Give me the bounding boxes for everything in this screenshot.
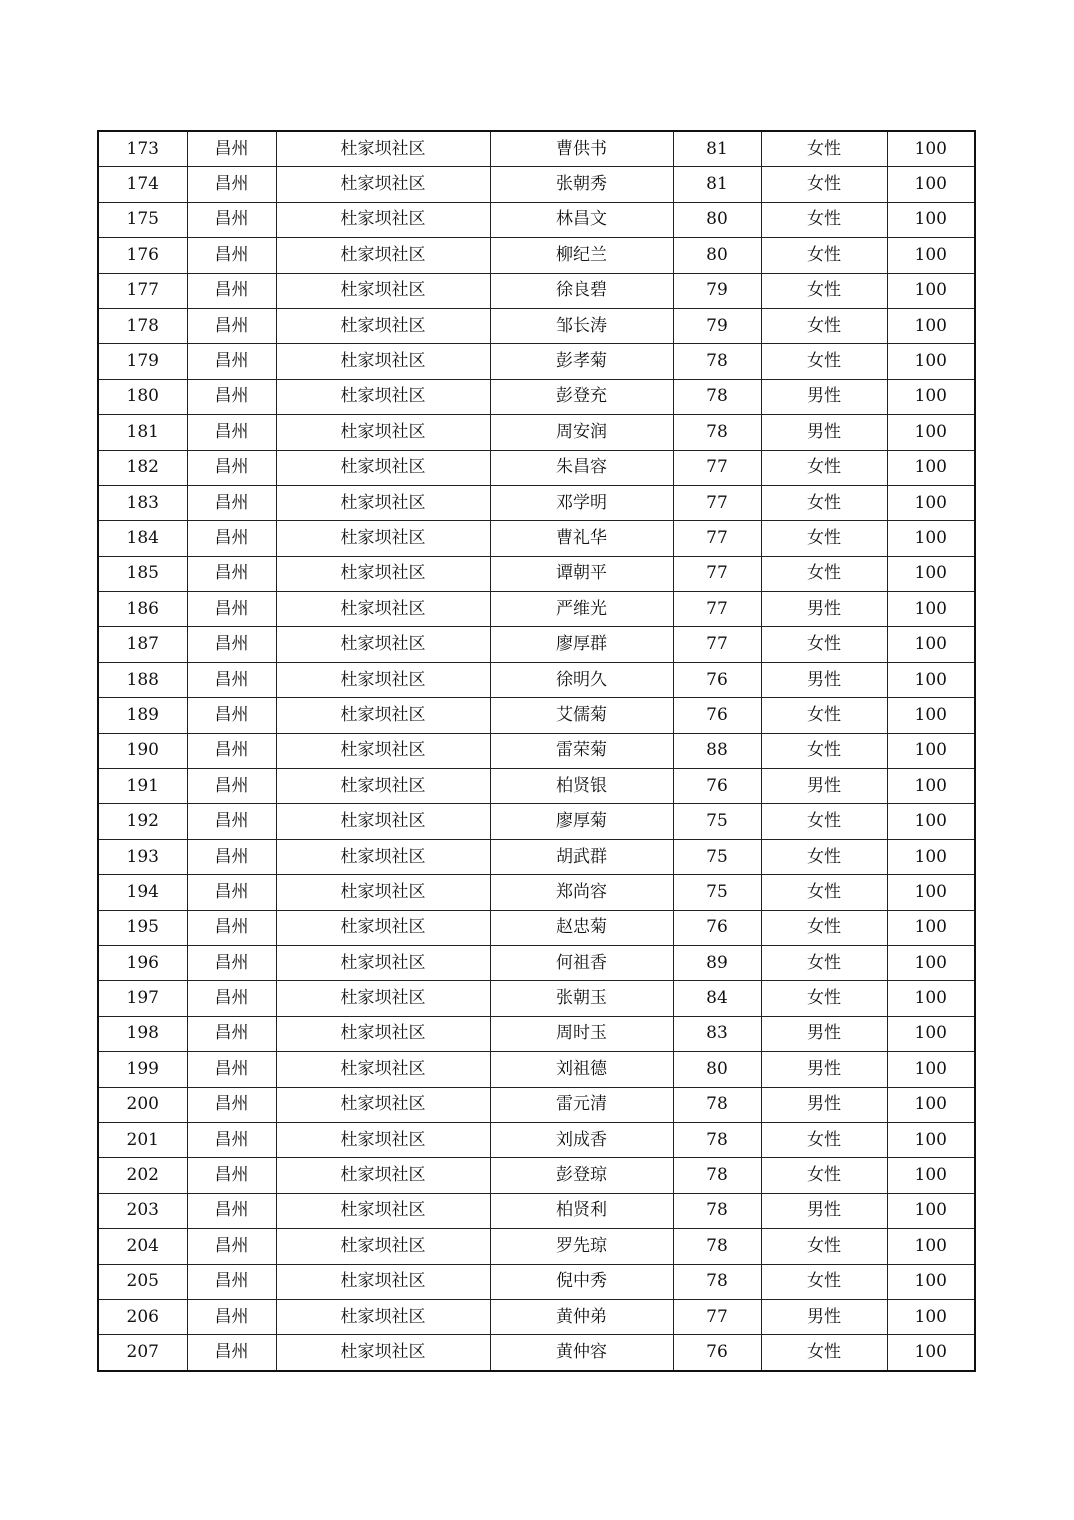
age-cell: 79 — [673, 308, 761, 343]
name-cell: 刘成香 — [490, 1122, 673, 1157]
community-cell: 杜家坝社区 — [276, 733, 490, 768]
community-cell: 杜家坝社区 — [276, 379, 490, 414]
community-cell: 杜家坝社区 — [276, 1016, 490, 1051]
gender-cell: 女性 — [761, 521, 887, 556]
name-cell: 徐良碧 — [490, 273, 673, 308]
amount-cell: 100 — [887, 521, 975, 556]
amount-cell: 100 — [887, 1229, 975, 1264]
amount-cell: 100 — [887, 1052, 975, 1087]
row-number-cell: 183 — [98, 485, 187, 520]
row-number-cell: 184 — [98, 521, 187, 556]
community-cell: 杜家坝社区 — [276, 273, 490, 308]
table-row — [98, 1016, 975, 1051]
table-row — [98, 415, 975, 450]
table-row — [98, 627, 975, 662]
gender-cell: 男性 — [761, 592, 887, 627]
gender-cell: 女性 — [761, 875, 887, 910]
gender-cell: 女性 — [761, 308, 887, 343]
table-row — [98, 1158, 975, 1193]
name-cell: 徐明久 — [490, 662, 673, 697]
town-cell: 昌州 — [187, 1229, 276, 1264]
age-cell: 77 — [673, 450, 761, 485]
gender-cell: 女性 — [761, 698, 887, 733]
row-number-cell: 174 — [98, 167, 187, 202]
name-cell: 柳纪兰 — [490, 238, 673, 273]
community-cell: 杜家坝社区 — [276, 485, 490, 520]
table-row — [98, 910, 975, 945]
town-cell: 昌州 — [187, 344, 276, 379]
community-cell: 杜家坝社区 — [276, 1193, 490, 1228]
row-number-cell: 190 — [98, 733, 187, 768]
name-cell: 何祖香 — [490, 945, 673, 980]
name-cell: 胡武群 — [490, 839, 673, 874]
table-row — [98, 379, 975, 414]
amount-cell: 100 — [887, 1016, 975, 1051]
table-row — [98, 202, 975, 237]
community-cell: 杜家坝社区 — [276, 839, 490, 874]
town-cell: 昌州 — [187, 981, 276, 1016]
age-cell: 80 — [673, 238, 761, 273]
town-cell: 昌州 — [187, 556, 276, 591]
community-cell: 杜家坝社区 — [276, 1299, 490, 1334]
name-cell: 彭孝菊 — [490, 344, 673, 379]
table-row — [98, 981, 975, 1016]
amount-cell: 100 — [887, 627, 975, 662]
table-row — [98, 875, 975, 910]
community-cell: 杜家坝社区 — [276, 415, 490, 450]
name-cell: 雷元清 — [490, 1087, 673, 1122]
age-cell: 77 — [673, 627, 761, 662]
age-cell: 83 — [673, 1016, 761, 1051]
age-cell: 78 — [673, 1229, 761, 1264]
amount-cell: 100 — [887, 804, 975, 839]
community-cell: 杜家坝社区 — [276, 238, 490, 273]
town-cell: 昌州 — [187, 804, 276, 839]
amount-cell: 100 — [887, 945, 975, 980]
gender-cell: 女性 — [761, 131, 887, 167]
name-cell: 周时玉 — [490, 1016, 673, 1051]
amount-cell: 100 — [887, 556, 975, 591]
community-cell: 杜家坝社区 — [276, 662, 490, 697]
row-number-cell: 180 — [98, 379, 187, 414]
roster-table-body — [98, 131, 975, 1371]
row-number-cell: 189 — [98, 698, 187, 733]
amount-cell: 100 — [887, 1193, 975, 1228]
table-row — [98, 485, 975, 520]
name-cell: 曹供书 — [490, 131, 673, 167]
row-number-cell: 195 — [98, 910, 187, 945]
town-cell: 昌州 — [187, 308, 276, 343]
age-cell: 84 — [673, 981, 761, 1016]
row-number-cell: 203 — [98, 1193, 187, 1228]
row-number-cell: 201 — [98, 1122, 187, 1157]
table-row — [98, 1193, 975, 1228]
town-cell: 昌州 — [187, 450, 276, 485]
gender-cell: 女性 — [761, 1158, 887, 1193]
age-cell: 77 — [673, 521, 761, 556]
table-row — [98, 1299, 975, 1334]
age-cell: 76 — [673, 910, 761, 945]
amount-cell: 100 — [887, 839, 975, 874]
age-cell: 81 — [673, 167, 761, 202]
gender-cell: 男性 — [761, 1052, 887, 1087]
row-number-cell: 185 — [98, 556, 187, 591]
community-cell: 杜家坝社区 — [276, 1087, 490, 1122]
table-row — [98, 450, 975, 485]
community-cell: 杜家坝社区 — [276, 344, 490, 379]
age-cell: 78 — [673, 415, 761, 450]
row-number-cell: 192 — [98, 804, 187, 839]
name-cell: 朱昌容 — [490, 450, 673, 485]
town-cell: 昌州 — [187, 733, 276, 768]
table-row — [98, 945, 975, 980]
name-cell: 刘祖德 — [490, 1052, 673, 1087]
table-row — [98, 698, 975, 733]
age-cell: 75 — [673, 875, 761, 910]
name-cell: 廖厚菊 — [490, 804, 673, 839]
row-number-cell: 205 — [98, 1264, 187, 1299]
community-cell: 杜家坝社区 — [276, 627, 490, 662]
name-cell: 倪中秀 — [490, 1264, 673, 1299]
town-cell: 昌州 — [187, 627, 276, 662]
age-cell: 77 — [673, 556, 761, 591]
name-cell: 艾儒菊 — [490, 698, 673, 733]
name-cell: 周安润 — [490, 415, 673, 450]
row-number-cell: 198 — [98, 1016, 187, 1051]
town-cell: 昌州 — [187, 839, 276, 874]
name-cell: 黄仲弟 — [490, 1299, 673, 1334]
name-cell: 邓学明 — [490, 485, 673, 520]
table-row — [98, 1122, 975, 1157]
amount-cell: 100 — [887, 769, 975, 804]
town-cell: 昌州 — [187, 485, 276, 520]
town-cell: 昌州 — [187, 238, 276, 273]
gender-cell: 女性 — [761, 804, 887, 839]
name-cell: 柏贤利 — [490, 1193, 673, 1228]
community-cell: 杜家坝社区 — [276, 769, 490, 804]
amount-cell: 100 — [887, 202, 975, 237]
town-cell: 昌州 — [187, 592, 276, 627]
table-row — [98, 733, 975, 768]
town-cell: 昌州 — [187, 131, 276, 167]
town-cell: 昌州 — [187, 1016, 276, 1051]
community-cell: 杜家坝社区 — [276, 945, 490, 980]
gender-cell: 女性 — [761, 344, 887, 379]
town-cell: 昌州 — [187, 1158, 276, 1193]
age-cell: 81 — [673, 131, 761, 167]
table-row — [98, 662, 975, 697]
town-cell: 昌州 — [187, 167, 276, 202]
amount-cell: 100 — [887, 910, 975, 945]
gender-cell: 女性 — [761, 627, 887, 662]
table-row — [98, 556, 975, 591]
amount-cell: 100 — [887, 733, 975, 768]
table-row — [98, 769, 975, 804]
age-cell: 78 — [673, 1087, 761, 1122]
age-cell: 79 — [673, 273, 761, 308]
amount-cell: 100 — [887, 308, 975, 343]
name-cell: 邹长涛 — [490, 308, 673, 343]
town-cell: 昌州 — [187, 379, 276, 414]
name-cell: 柏贤银 — [490, 769, 673, 804]
row-number-cell: 196 — [98, 945, 187, 980]
amount-cell: 100 — [887, 1335, 975, 1371]
row-number-cell: 182 — [98, 450, 187, 485]
age-cell: 78 — [673, 379, 761, 414]
row-number-cell: 206 — [98, 1299, 187, 1334]
town-cell: 昌州 — [187, 273, 276, 308]
gender-cell: 男性 — [761, 769, 887, 804]
town-cell: 昌州 — [187, 662, 276, 697]
town-cell: 昌州 — [187, 1087, 276, 1122]
table-row — [98, 344, 975, 379]
community-cell: 杜家坝社区 — [276, 981, 490, 1016]
town-cell: 昌州 — [187, 1335, 276, 1371]
row-number-cell: 197 — [98, 981, 187, 1016]
amount-cell: 100 — [887, 875, 975, 910]
name-cell: 林昌文 — [490, 202, 673, 237]
row-number-cell: 173 — [98, 131, 187, 167]
row-number-cell: 200 — [98, 1087, 187, 1122]
name-cell: 曹礼华 — [490, 521, 673, 556]
row-number-cell: 181 — [98, 415, 187, 450]
amount-cell: 100 — [887, 485, 975, 520]
amount-cell: 100 — [887, 344, 975, 379]
name-cell: 张朝秀 — [490, 167, 673, 202]
amount-cell: 100 — [887, 450, 975, 485]
row-number-cell: 207 — [98, 1335, 187, 1371]
amount-cell: 100 — [887, 415, 975, 450]
age-cell: 80 — [673, 202, 761, 237]
age-cell: 78 — [673, 1193, 761, 1228]
gender-cell: 女性 — [761, 556, 887, 591]
amount-cell: 100 — [887, 1087, 975, 1122]
amount-cell: 100 — [887, 1122, 975, 1157]
table-row — [98, 592, 975, 627]
town-cell: 昌州 — [187, 1052, 276, 1087]
gender-cell: 女性 — [761, 450, 887, 485]
age-cell: 78 — [673, 1122, 761, 1157]
table-row — [98, 131, 975, 167]
age-cell: 77 — [673, 592, 761, 627]
amount-cell: 100 — [887, 273, 975, 308]
town-cell: 昌州 — [187, 1193, 276, 1228]
community-cell: 杜家坝社区 — [276, 592, 490, 627]
amount-cell: 100 — [887, 131, 975, 167]
town-cell: 昌州 — [187, 202, 276, 237]
town-cell: 昌州 — [187, 910, 276, 945]
gender-cell: 男性 — [761, 662, 887, 697]
age-cell: 78 — [673, 1158, 761, 1193]
roster-table — [97, 130, 976, 1372]
name-cell: 严维光 — [490, 592, 673, 627]
table-row — [98, 521, 975, 556]
gender-cell: 男性 — [761, 1193, 887, 1228]
town-cell: 昌州 — [187, 875, 276, 910]
name-cell: 彭登琼 — [490, 1158, 673, 1193]
gender-cell: 男性 — [761, 1016, 887, 1051]
row-number-cell: 191 — [98, 769, 187, 804]
gender-cell: 女性 — [761, 981, 887, 1016]
name-cell: 雷荣菊 — [490, 733, 673, 768]
name-cell: 郑尚容 — [490, 875, 673, 910]
table-row — [98, 167, 975, 202]
community-cell: 杜家坝社区 — [276, 202, 490, 237]
amount-cell: 100 — [887, 698, 975, 733]
table-row — [98, 308, 975, 343]
community-cell: 杜家坝社区 — [276, 875, 490, 910]
row-number-cell: 202 — [98, 1158, 187, 1193]
name-cell: 罗先琼 — [490, 1229, 673, 1264]
community-cell: 杜家坝社区 — [276, 1335, 490, 1371]
community-cell: 杜家坝社区 — [276, 131, 490, 167]
row-number-cell: 187 — [98, 627, 187, 662]
table-row — [98, 1264, 975, 1299]
age-cell: 76 — [673, 698, 761, 733]
gender-cell: 女性 — [761, 238, 887, 273]
table-row — [98, 839, 975, 874]
row-number-cell: 176 — [98, 238, 187, 273]
gender-cell: 男性 — [761, 1087, 887, 1122]
amount-cell: 100 — [887, 1299, 975, 1334]
gender-cell: 女性 — [761, 1264, 887, 1299]
name-cell: 赵忠菊 — [490, 910, 673, 945]
gender-cell: 女性 — [761, 202, 887, 237]
community-cell: 杜家坝社区 — [276, 1122, 490, 1157]
town-cell: 昌州 — [187, 521, 276, 556]
community-cell: 杜家坝社区 — [276, 167, 490, 202]
row-number-cell: 178 — [98, 308, 187, 343]
age-cell: 75 — [673, 804, 761, 839]
row-number-cell: 175 — [98, 202, 187, 237]
community-cell: 杜家坝社区 — [276, 1158, 490, 1193]
gender-cell: 女性 — [761, 733, 887, 768]
table-row — [98, 1087, 975, 1122]
age-cell: 89 — [673, 945, 761, 980]
community-cell: 杜家坝社区 — [276, 1264, 490, 1299]
community-cell: 杜家坝社区 — [276, 556, 490, 591]
age-cell: 80 — [673, 1052, 761, 1087]
row-number-cell: 188 — [98, 662, 187, 697]
gender-cell: 女性 — [761, 1122, 887, 1157]
community-cell: 杜家坝社区 — [276, 521, 490, 556]
community-cell: 杜家坝社区 — [276, 450, 490, 485]
gender-cell: 女性 — [761, 910, 887, 945]
town-cell: 昌州 — [187, 1264, 276, 1299]
town-cell: 昌州 — [187, 415, 276, 450]
town-cell: 昌州 — [187, 1122, 276, 1157]
gender-cell: 女性 — [761, 167, 887, 202]
gender-cell: 女性 — [761, 1229, 887, 1264]
table-row — [98, 238, 975, 273]
amount-cell: 100 — [887, 1158, 975, 1193]
age-cell: 76 — [673, 662, 761, 697]
gender-cell: 男性 — [761, 379, 887, 414]
amount-cell: 100 — [887, 379, 975, 414]
amount-cell: 100 — [887, 981, 975, 1016]
amount-cell: 100 — [887, 592, 975, 627]
table-row — [98, 273, 975, 308]
amount-cell: 100 — [887, 1264, 975, 1299]
gender-cell: 女性 — [761, 1335, 887, 1371]
age-cell: 76 — [673, 769, 761, 804]
gender-cell: 女性 — [761, 945, 887, 980]
town-cell: 昌州 — [187, 945, 276, 980]
amount-cell: 100 — [887, 662, 975, 697]
community-cell: 杜家坝社区 — [276, 804, 490, 839]
name-cell: 廖厚群 — [490, 627, 673, 662]
gender-cell: 女性 — [761, 485, 887, 520]
age-cell: 76 — [673, 1335, 761, 1371]
age-cell: 77 — [673, 485, 761, 520]
community-cell: 杜家坝社区 — [276, 1052, 490, 1087]
name-cell: 谭朝平 — [490, 556, 673, 591]
community-cell: 杜家坝社区 — [276, 1229, 490, 1264]
row-number-cell: 186 — [98, 592, 187, 627]
gender-cell: 男性 — [761, 1299, 887, 1334]
town-cell: 昌州 — [187, 698, 276, 733]
community-cell: 杜家坝社区 — [276, 308, 490, 343]
age-cell: 75 — [673, 839, 761, 874]
row-number-cell: 179 — [98, 344, 187, 379]
gender-cell: 男性 — [761, 415, 887, 450]
row-number-cell: 204 — [98, 1229, 187, 1264]
age-cell: 78 — [673, 1264, 761, 1299]
gender-cell: 女性 — [761, 273, 887, 308]
name-cell: 彭登充 — [490, 379, 673, 414]
town-cell: 昌州 — [187, 769, 276, 804]
table-row — [98, 1229, 975, 1264]
row-number-cell: 193 — [98, 839, 187, 874]
name-cell: 黄仲容 — [490, 1335, 673, 1371]
amount-cell: 100 — [887, 238, 975, 273]
amount-cell: 100 — [887, 167, 975, 202]
age-cell: 77 — [673, 1299, 761, 1334]
table-row — [98, 1335, 975, 1371]
row-number-cell: 194 — [98, 875, 187, 910]
row-number-cell: 177 — [98, 273, 187, 308]
age-cell: 88 — [673, 733, 761, 768]
table-row — [98, 1052, 975, 1087]
row-number-cell: 199 — [98, 1052, 187, 1087]
community-cell: 杜家坝社区 — [276, 910, 490, 945]
gender-cell: 女性 — [761, 839, 887, 874]
table-row — [98, 804, 975, 839]
age-cell: 78 — [673, 344, 761, 379]
town-cell: 昌州 — [187, 1299, 276, 1334]
name-cell: 张朝玉 — [490, 981, 673, 1016]
community-cell: 杜家坝社区 — [276, 698, 490, 733]
